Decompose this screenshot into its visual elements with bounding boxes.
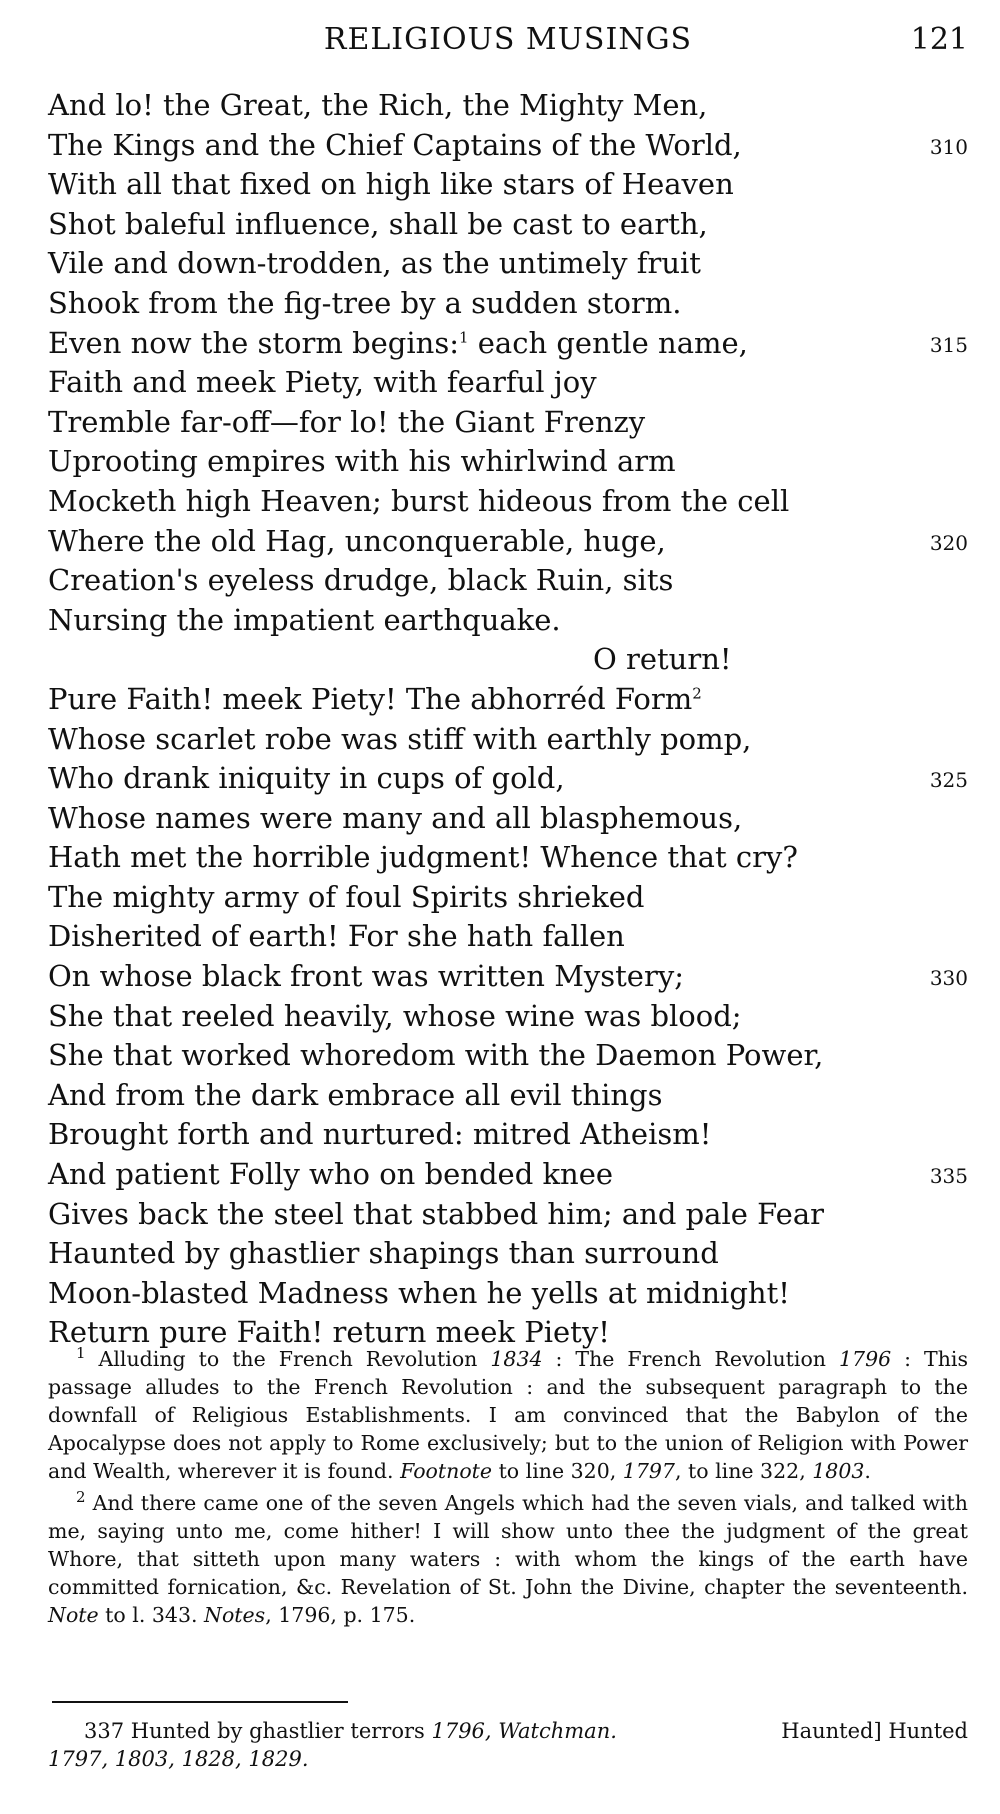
poem-line-text: Who drank iniquity in cups of gold,: [48, 761, 565, 796]
poem-line: [48, 442, 968, 482]
poem-line-text: Hath met the horrible judgment! Whence that cry?: [48, 840, 798, 875]
poem-line-text: And lo! the Great, the Rich, the Mighty Men,: [48, 88, 708, 122]
poem-line-text: Shook from the fig-tree by a sudden storm.: [48, 285, 682, 320]
poem-line: [48, 1195, 968, 1235]
poem-line: [48, 1076, 968, 1116]
poem-line-text: Where the old Hag, unconquerable, huge,: [48, 523, 666, 558]
poem-line-text: And patient Folly who on bended knee: [48, 1157, 614, 1192]
variant-line-number: 337: [84, 1719, 125, 1743]
footnote-2: $^2$ And there came one of the seven Angels which had the seven vials, and talked with me, saying unto me, come hither! I will show unto thee the judgment of the great Whore, that sitteth upon many waters : with whom the kings of the earth have committed fornication, &c. Revelation of St. John the Divine, chapter the seventeenth. Note to l. 343. Notes, 1796, p. 175.: [48, 1488, 968, 1627]
variant-continuation: 1797, 1803, 1828, 1829.: [48, 1747, 309, 1771]
poem-line-text: And from the dark embrace all evil things: [48, 1077, 663, 1112]
footnote-1: $^1$ Alluding to the French Revolution 1834 : The French Revolution 1796 : This passage alludes to the French Revolution : and the subsequent paragraph to the downfall of Religious Establishments. I am convinced that the Babylon of the Apocalypse does not apply to Rome exclusively; but to the union of Religion with Power and Wealth, wherever it is found. Footnote to line 320, 1797, to line 322, 1803.: [48, 1344, 968, 1483]
line-number: 310: [929, 134, 968, 159]
poem-line-text: She that reeled heavily, whose wine was blood;: [48, 998, 742, 1033]
poem-line: [48, 126, 968, 166]
poem-line: [48, 997, 968, 1037]
poem-line: [48, 720, 968, 760]
poem-line-text: Nursing the impatient earthquake.: [48, 602, 561, 637]
poem-line-text: Even now the storm begins:$^1$ each gentle name,: [48, 325, 748, 360]
poem-line: [48, 324, 968, 364]
poem-line: [48, 601, 968, 641]
poem-line-text: Haunted by ghastlier shapings than surround: [48, 1236, 719, 1271]
poem-line: [48, 522, 968, 562]
poem-line: [48, 363, 968, 403]
poem-line-text: Tremble far-off—for lo! the Giant Frenzy: [48, 404, 646, 439]
footnote-ref: 2: [692, 684, 702, 703]
page-number: 121: [910, 22, 968, 57]
poem-line: [48, 403, 968, 443]
poem-line-text: Creation's eyeless drudge, black Ruin, sits: [48, 563, 674, 598]
variant-readings: [48, 1717, 968, 1773]
poem-line: [48, 1274, 968, 1314]
poem-line: [48, 482, 968, 522]
poem-line: [48, 1115, 968, 1155]
poem-line-text: Faith and meek Piety, with fearful joy: [48, 365, 597, 400]
poem-line-text: Whose scarlet robe was stiff with earthly pomp,: [48, 721, 752, 756]
variant-line: Haunted] Hunted 337 Hunted by ghastlier terrors 1796, Watchman.: [84, 1719, 968, 1743]
poem-line-text: The Kings and the Chief Captains of the World,: [48, 127, 742, 162]
poem-line-text: Return pure Faith! return meek Piety!: [48, 1315, 610, 1350]
footnotes: [48, 1345, 968, 1633]
poem-line-text: Moon-blasted Madness when he yells at midnight!: [48, 1275, 790, 1310]
poem-line-text: Mocketh high Heaven; burst hideous from the cell: [48, 483, 790, 518]
poem-line: [48, 838, 968, 878]
poem-line: [48, 561, 968, 601]
poem-line-text: Brought forth and nurtured: mitred Atheism!: [48, 1117, 712, 1152]
poem-line: [48, 878, 968, 918]
poem-line-text: Pure Faith! meek Piety! The abhorréd Form$^2$: [48, 681, 702, 716]
poem-line-text: Uprooting empires with his whirlwind arm: [48, 444, 676, 479]
line-number: 335: [929, 1164, 968, 1189]
poem-line-text: She that worked whoredom with the Daemon Power,: [48, 1038, 824, 1073]
poem-line: [48, 759, 968, 799]
poem-line-text: Whose names were many and all blasphemous,: [48, 800, 743, 835]
footnote-marker: 2: [76, 1488, 86, 1507]
poem-line: [48, 680, 968, 720]
poem-line-text: On whose black front was written Mystery;: [48, 959, 684, 994]
poem-line-text: The mighty army of foul Spirits shrieked: [48, 879, 645, 914]
poem-body: [48, 86, 968, 1353]
footnote-divider: [52, 1701, 348, 1703]
poem-line-text: Shot baleful influence, shall be cast to earth,: [48, 206, 708, 241]
poem-line: [48, 917, 968, 957]
running-title: RELIGIOUS MUSINGS: [323, 22, 693, 57]
poem-line: [48, 640, 968, 680]
poem-line-text: Vile and down-trodden, as the untimely fruit: [48, 246, 701, 281]
running-head: [48, 18, 968, 68]
poem-line: [48, 165, 968, 205]
poem-line: [48, 1155, 968, 1195]
poem-line: [48, 86, 968, 126]
poem-line: [48, 1036, 968, 1076]
footnote-ref: 1: [458, 327, 469, 346]
poem-line-text: Gives back the steel that stabbed him; and pale Fear: [48, 1196, 824, 1231]
line-number: 315: [929, 332, 968, 357]
line-number: 320: [929, 530, 968, 555]
poem-line: [48, 799, 968, 839]
poem-line: [48, 284, 968, 324]
poem-line-text: O return!: [593, 642, 732, 677]
line-number: 325: [929, 768, 968, 793]
poem-line: [48, 1234, 968, 1274]
poem-line-text: With all that fixed on high like stars of Heaven: [48, 167, 734, 202]
poem-line: [48, 957, 968, 997]
variant-right: Haunted] Hunted: [781, 1719, 968, 1743]
poem-line: [48, 244, 968, 284]
poem-line-text: Disherited of earth! For she hath fallen: [48, 919, 625, 954]
poem-line: [48, 205, 968, 245]
line-number: 330: [929, 966, 968, 991]
footnote-marker: 1: [76, 1344, 86, 1363]
